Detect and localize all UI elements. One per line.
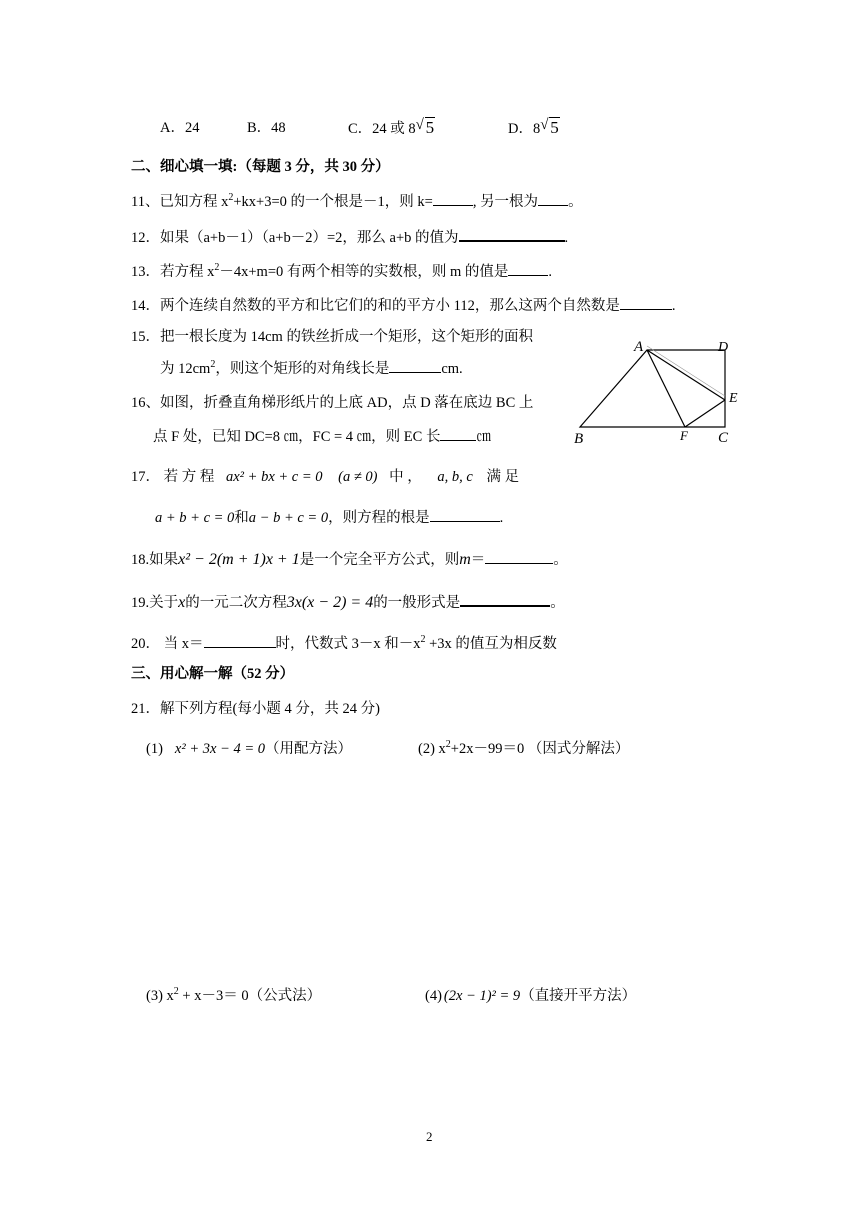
trapezoid-figure bbox=[565, 333, 755, 448]
section3-heading: 三、用心解一解（52 分） bbox=[131, 666, 295, 682]
question-17-line1: 17． 若 方 程 ax² + bx + c = 0 (a ≠ 0) 中 ， a, b, c 满 足 bbox=[131, 469, 520, 485]
question-15-line1: 15．把一根长度为 14cm 的铁丝折成一个矩形，这个矩形的面积 bbox=[131, 329, 533, 345]
subquestion-4: (4) (2x − 1)² = 9（直接开平方法） bbox=[425, 988, 637, 1004]
subquestion-3: (3) $x^2 + x-3= 0$（公式法） bbox=[146, 986, 322, 1004]
question-11: 11、已知方程 $x^2+kx+3=0$ 的一个根是－1，则 k= , 另一根为 。 bbox=[131, 192, 583, 210]
dashed-line-ad bbox=[647, 346, 725, 396]
question-20: 20． 当 x＝ 时，代数式 3－x 和$-x^2 +3x$ 的值互为相反数 bbox=[131, 634, 557, 652]
question-12: 12．如果（a+b－1）（a+b－2）=2，那么 a+b 的值为 . bbox=[131, 226, 568, 248]
q10-option-c: C．24 或 8 √ 5 bbox=[348, 117, 435, 137]
label-b: B bbox=[574, 431, 584, 447]
question-18: 18.如果x² − 2(m + 1)x + 1是一个完全平方公式，则m＝ 。 bbox=[131, 551, 568, 568]
label-c: C bbox=[718, 430, 729, 446]
q10-option-a: A．24 bbox=[160, 120, 200, 136]
question-19: 19.关于x的一元二次方程3x(x − 2) = 4的一般形式是 。 bbox=[131, 591, 565, 613]
label-f: F bbox=[680, 428, 688, 443]
question-16-line2: 点 F 处，已知 DC=8 ㎝，FC = 4 ㎝，则 EC 长 ㎝ bbox=[153, 426, 491, 447]
fold-line-fe bbox=[685, 400, 725, 427]
q10-option-d: D．8 √ 5 bbox=[508, 117, 559, 137]
label-e: E bbox=[729, 391, 738, 406]
question-16-line1: 16、如图，折叠直角梯形纸片的上底 AD，点 D 落在底边 BC 上 bbox=[131, 395, 534, 411]
question-21-title: 21．解下列方程(每小题 4 分，共 24 分) bbox=[131, 701, 380, 717]
q10-option-b: B．48 bbox=[247, 120, 286, 136]
label-d: D bbox=[718, 340, 729, 355]
subquestion-2: (2) $x^2+2x-99=0$ （因式分解法） bbox=[418, 739, 630, 757]
question-17-line2: a + b + c = 0和a − b + c = 0，则方程的根是 . bbox=[155, 507, 503, 528]
page-number: 2 bbox=[426, 1129, 433, 1144]
subquestion-1: (1) x² + 3x − 4 = 0（用配方法） bbox=[146, 741, 352, 757]
section2-heading: 二、细心填一填:（每题 3 分，共 30 分） bbox=[131, 159, 390, 175]
question-15-line2: 为 $12cm^2$，则这个矩形的对角线长是 cm. bbox=[160, 359, 463, 377]
label-a: A bbox=[634, 339, 644, 355]
question-13: 13．若方程 $x^2-4x+m=0$ 有两个相等的实数根，则 m 的值是 . bbox=[131, 262, 553, 280]
question-14: 14．两个连续自然数的平方和比它们的和的平方小 112，那么这两个自然数是 . bbox=[131, 295, 675, 316]
